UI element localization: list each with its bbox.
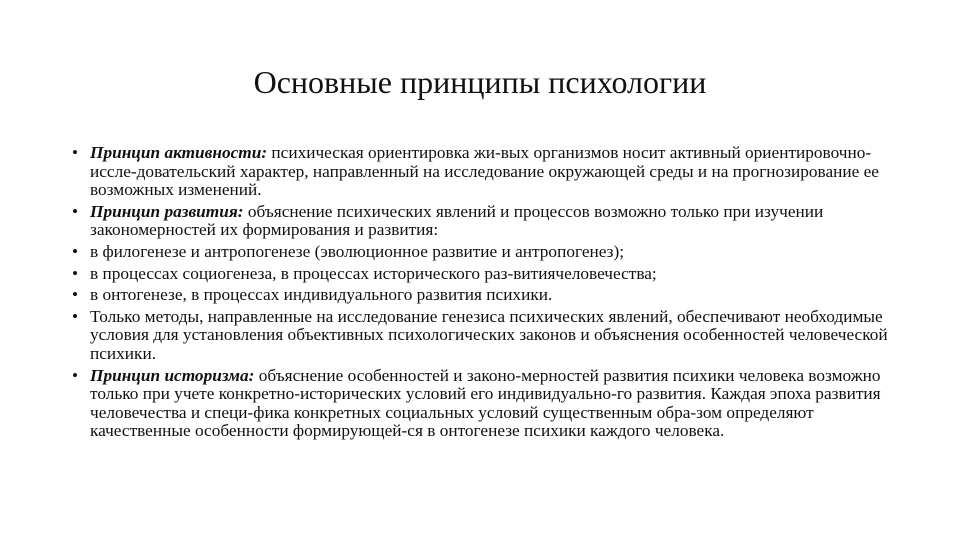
bullet-text: в филогенезе и антропогенезе (эволюционное развитие и антропогенез); xyxy=(90,241,624,261)
bullet-item xyxy=(70,367,900,441)
bullet-text: Только методы, направленные на исследование генезиса психических явлений, обеспечивают необходимые условия для установления объективных психологических законов и объяснения особенностей человеческой психики. xyxy=(90,306,888,363)
bullet-icon: • xyxy=(72,263,79,283)
bullet-item xyxy=(70,243,900,262)
principle-term: Принцип развития: xyxy=(90,201,244,221)
bullet-item xyxy=(70,265,900,284)
bullet-text: объяснение психических явлений и процессов возможно только при изучении закономерностей их формирования и развития: xyxy=(90,201,824,240)
bullet-list xyxy=(70,144,900,444)
slide-title: Основные принципы психологии xyxy=(253,64,707,100)
bullet-item xyxy=(70,144,900,200)
bullet-icon: • xyxy=(72,201,79,221)
bullet-icon: • xyxy=(72,241,79,261)
principle-term: Принцип активности: xyxy=(90,143,268,162)
bullet-icon: • xyxy=(72,143,79,162)
bullet-item xyxy=(70,308,900,364)
bullet-icon: • xyxy=(72,306,79,326)
bullet-text: объяснение особенностей и законо-мерностей развития психики человека возможно только при учете конкретно-исторических условий его индивидуально-го развития. Каждая эпоха развития человечества и специ-фика конкретных социальных условий существенным обра-зом определяют качественные особенности формирующей-ся в онтогенезе психики каждого человека. xyxy=(90,365,881,441)
bullet-text: психическая ориентировка жи-вых организмов носит активный ориентировочно-иссле-довательский характер, направленный на исследование окружающей среды и на прогнозирование ее возможных изменений. xyxy=(90,143,879,200)
bullet-text: в процессах социогенеза, в процессах исторического раз-витиячеловечества; xyxy=(90,263,657,283)
bullet-item xyxy=(70,203,900,240)
bullet-item xyxy=(70,286,900,305)
bullet-text: в онтогенезе, в процессах индивидуального развития психики. xyxy=(90,285,553,305)
bullet-icon: • xyxy=(72,365,79,385)
bullet-icon: • xyxy=(72,285,79,305)
principle-term: Принцип историзма: xyxy=(90,365,255,385)
